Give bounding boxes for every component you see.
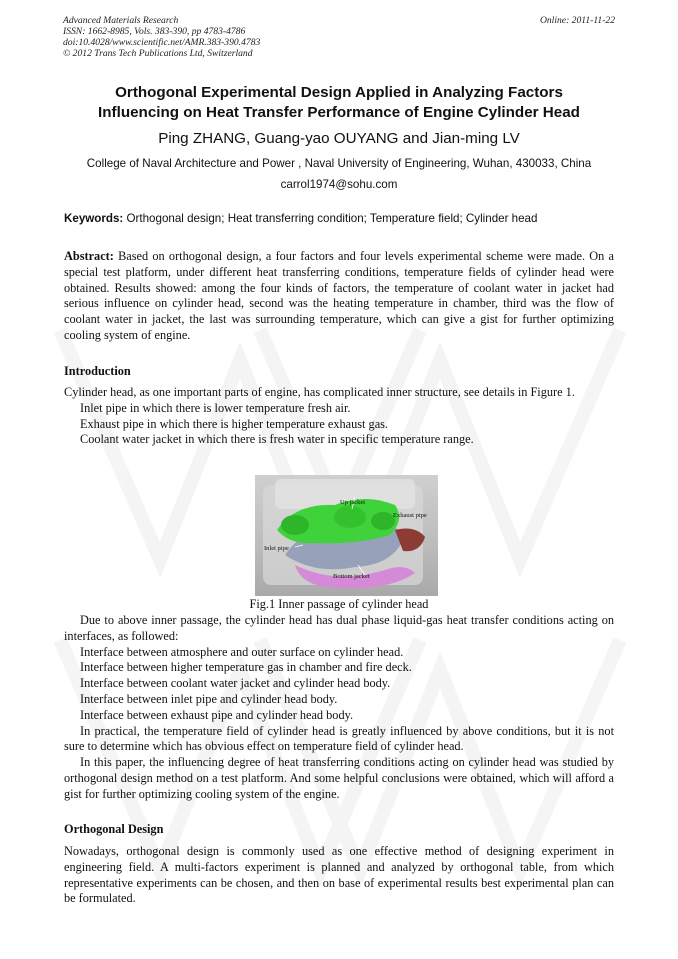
affiliation: College of Naval Architecture and Power , Naval University of Engineering, Wuhan, 430033, China xyxy=(86,157,592,170)
interface-item: Interface between atmosphere and outer surface on cylinder head. xyxy=(80,644,404,659)
interface-item: Interface between higher temperature gas in chamber and fire deck. xyxy=(80,660,412,675)
orthogonal-design-heading: Orthogonal Design xyxy=(64,822,164,836)
issn-line: ISSN: 1662-8985, Vols. 383-390, pp 4783-4786 xyxy=(63,26,246,37)
keywords xyxy=(64,212,624,226)
intro-item: Exhaust pipe in which there is higher temperature exhaust gas. xyxy=(80,416,389,431)
copyright-line: © 2012 Trans Tech Publications Ltd, Switzerland xyxy=(63,48,253,59)
interface-item: Interface between inlet pipe and cylinder head body. xyxy=(80,691,338,706)
body-paragraph: Due to above inner passage, the cylinder head has dual phase liquid-gas heat transfer conditions acting on interfaces, as followed: xyxy=(64,613,614,643)
introduction-heading: Introduction xyxy=(64,364,131,378)
paper-title xyxy=(40,83,638,123)
label-bottom-jacket: Bottom jacket xyxy=(333,573,370,580)
abstract-text: Based on orthogonal design, a four factors and four levels experimental scheme were made. On a special test platform, under different heat transferring conditions, temperature fields of cylinder head were obtained. Results showed: among the four kinds of factors, the temperature of coolant water in jacket had serious influence on cylinder head, second was the heating temperature in chamber, third was the flow of coolant water in jacket, the last was surrounding temperature, which can give a gist for further optimizing cooling system of engine. xyxy=(64,249,614,342)
title-line-2: Influencing on Heat Transfer Performance of Engine Cylinder Head xyxy=(98,104,580,121)
cylinder-head-figure xyxy=(255,475,438,596)
figure-caption: Fig.1 Inner passage of cylinder head xyxy=(249,597,429,611)
abstract-label: Abstract: xyxy=(64,249,114,263)
interface-item: Interface between coolant water jacket and cylinder head body. xyxy=(80,676,391,691)
after-figure-body xyxy=(64,613,614,803)
journal-name: Advanced Materials Research xyxy=(63,15,179,26)
keywords-text: Orthogonal design; Heat transferring condition; Temperature field; Cylinder head xyxy=(123,212,538,225)
body-paragraph: In this paper, the influencing degree of heat transferring conditions acting on cylinder head was studied by orthogonal design method on a test platform. And some helpful conclusions were obtained, which will afford a gist for further optimizing cooling system of the engine. xyxy=(64,755,614,801)
body-paragraph: In practical, the temperature field of cylinder head is greatly influenced by above conditions, but it is not sure to determine which has obvious effect on temperature field of cylinder head. xyxy=(64,723,614,754)
journal-header xyxy=(63,15,615,59)
email: carrol1974@sohu.com xyxy=(280,178,398,191)
body-paragraph: Nowadays, orthogonal design is commonly used as one effective method of designing experiment in engineering field. A multi-factors experiment is planned and analyzed by orthogonal table, from which representative experiments can be chosen, and then on base of experimental results best experimental plan can be formulated. xyxy=(64,844,614,906)
keywords-label: Keywords: xyxy=(64,212,124,225)
abstract xyxy=(64,249,614,344)
label-inlet-pipe: Inlet pipe xyxy=(264,545,289,552)
title-line-1: Orthogonal Experimental Design Applied in Analyzing Factors xyxy=(115,84,563,101)
intro-paragraph: Cylinder head, as one important parts of engine, has complicated inner structure, see details in Figure 1. xyxy=(64,385,575,399)
label-up-jacket: Up jacket xyxy=(340,499,366,506)
intro-item: Coolant water jacket in which there is fresh water in specific temperature range. xyxy=(80,432,474,447)
intro-item: Inlet pipe in which there is lower temperature fresh air. xyxy=(80,400,351,415)
label-exhaust-pipe: Exhaust pipe xyxy=(393,512,427,519)
interface-item: Interface between exhaust pipe and cylinder head body. xyxy=(80,707,354,722)
introduction-body xyxy=(64,385,614,448)
doi-line: doi:10.4028/www.scientific.net/AMR.383-390.4783 xyxy=(63,37,261,48)
orthogonal-design-body xyxy=(64,844,614,907)
authors: Ping ZHANG, Guang-yao OUYANG and Jian-ming LV xyxy=(158,130,520,147)
online-date: Online: 2011-11-22 xyxy=(539,15,615,26)
